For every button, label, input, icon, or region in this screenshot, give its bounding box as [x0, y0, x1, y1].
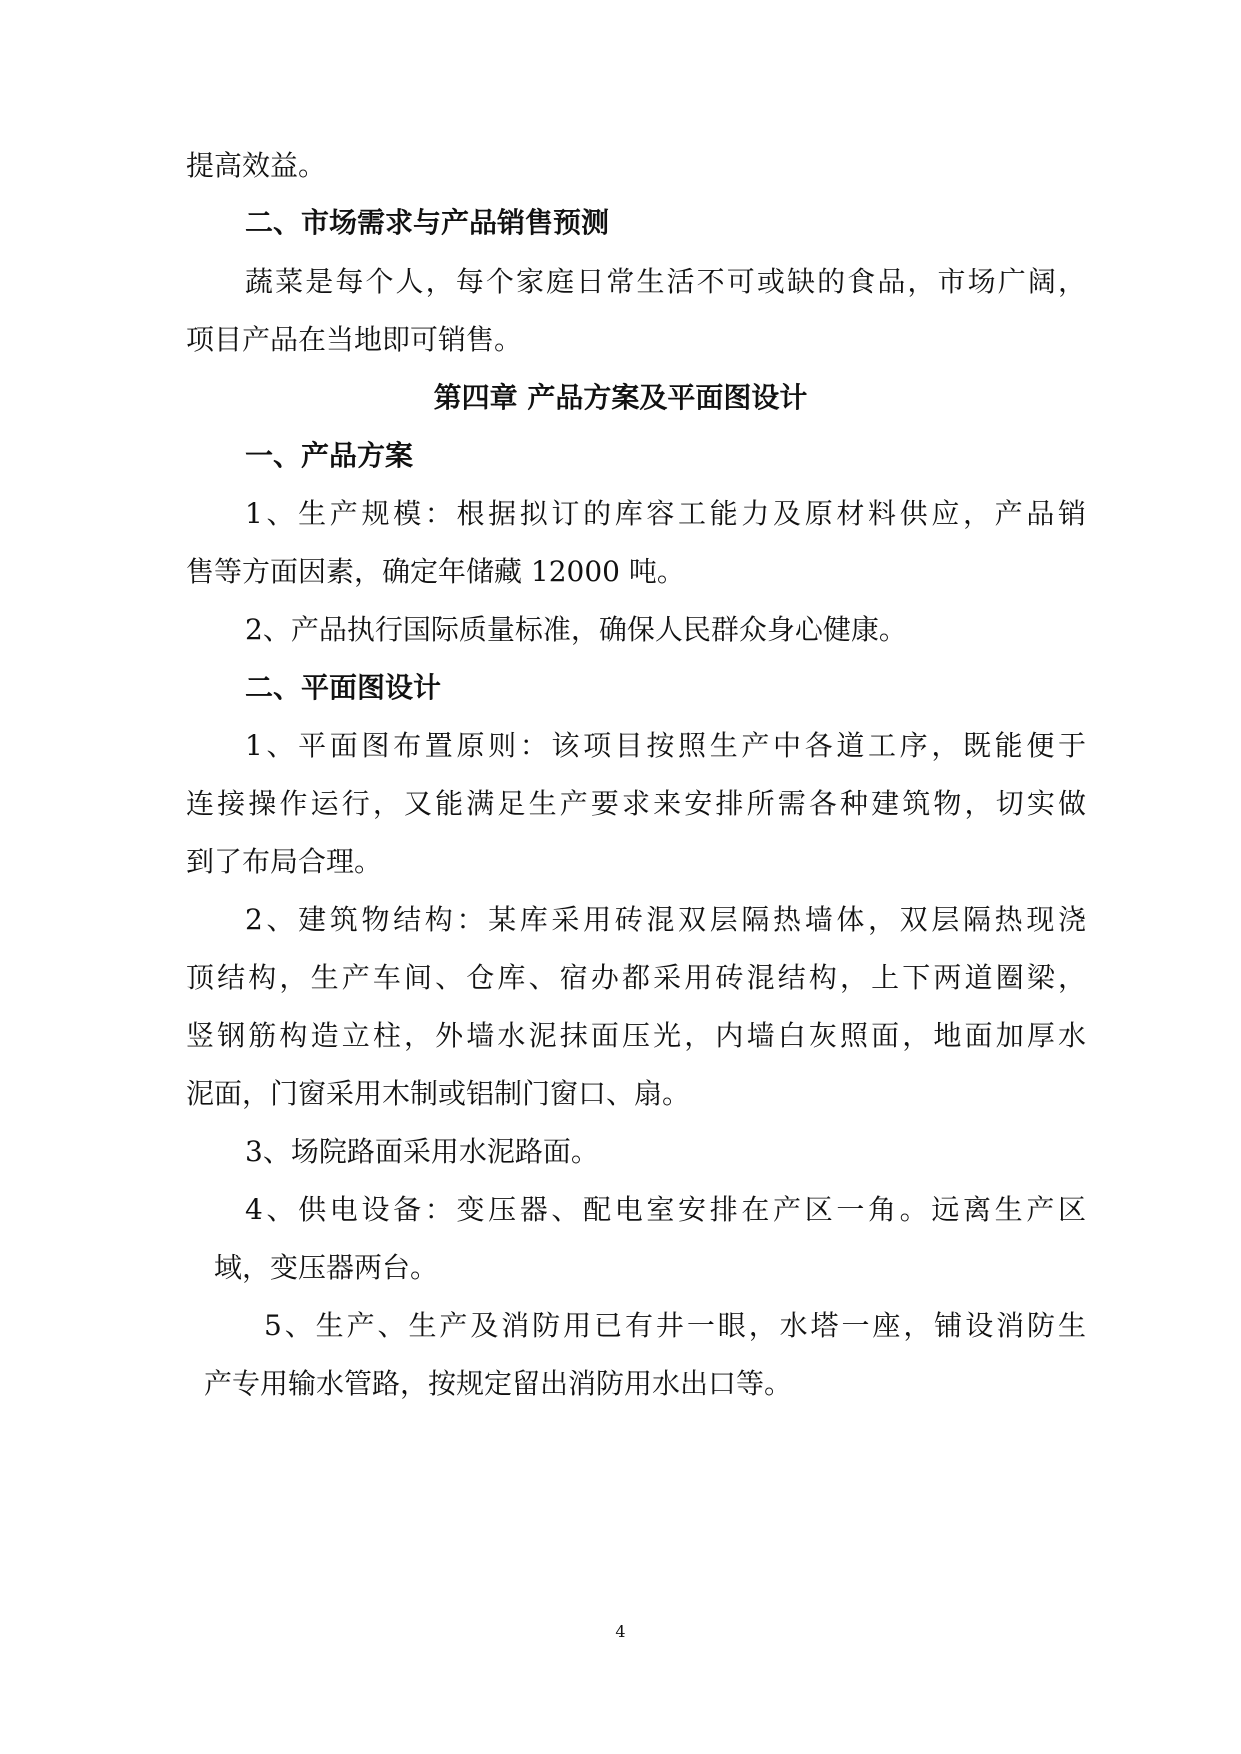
paragraph-layout-5-line-2: 产专用输水管路，按规定留出消防用水出口等。 — [204, 1367, 793, 1400]
paragraph-product-1-line-2: 售等方面因素，确定年储藏 12000 吨。 — [186, 555, 685, 588]
heading-product-plan: 一、产品方案 — [245, 439, 414, 472]
paragraph-market-line-1: 蔬菜是每个人，每个家庭日常生活不可或缺的食品，市场广阔， — [245, 265, 1086, 298]
paragraph-product-1-line-1: 1、生产规模：根据拟订的库容工能力及原材料供应，产品销 — [245, 497, 1086, 530]
paragraph-intro-end: 提高效益。 — [186, 149, 327, 182]
paragraph-layout-1-line-3: 到了布局合理。 — [186, 845, 383, 878]
paragraph-market-line-2: 项目产品在当地即可销售。 — [186, 323, 523, 356]
paragraph-layout-1-line-1: 1、平面图布置原则：该项目按照生产中各道工序，既能便于 — [245, 729, 1086, 762]
paragraph-layout-3: 3、场院路面采用水泥路面。 — [245, 1135, 599, 1168]
paragraph-layout-2-line-1: 2、建筑物结构：某库采用砖混双层隔热墙体，双层隔热现浇 — [245, 903, 1086, 936]
page-number: 4 — [615, 1622, 626, 1641]
paragraph-layout-4-line-1: 4、供电设备：变压器、配电室安排在产区一角。远离生产区 — [245, 1193, 1086, 1226]
chapter-title: 第四章 产品方案及平面图设计 — [433, 381, 808, 414]
heading-layout-design: 二、平面图设计 — [245, 671, 442, 704]
paragraph-product-2: 2、产品执行国际质量标准，确保人民群众身心健康。 — [245, 613, 907, 646]
paragraph-layout-1-line-2: 连接操作运行，又能满足生产要求来安排所需各种建筑物，切实做 — [186, 787, 1086, 820]
paragraph-layout-5-line-1: 5、生产、生产及消防用已有井一眼，水塔一座，铺设消防生 — [264, 1309, 1086, 1342]
heading-market-demand: 二、市场需求与产品销售预测 — [245, 206, 610, 239]
paragraph-layout-2-line-2: 顶结构，生产车间、仓库、宿办都采用砖混结构，上下两道圈梁， — [186, 961, 1086, 994]
paragraph-layout-4-line-2: 域，变压器两台。 — [214, 1251, 439, 1284]
paragraph-layout-2-line-4: 泥面，门窗采用木制或铝制门窗口、扇。 — [186, 1077, 691, 1110]
paragraph-layout-2-line-3: 竖钢筋构造立柱，外墙水泥抹面压光，内墙白灰照面，地面加厚水 — [186, 1019, 1086, 1052]
